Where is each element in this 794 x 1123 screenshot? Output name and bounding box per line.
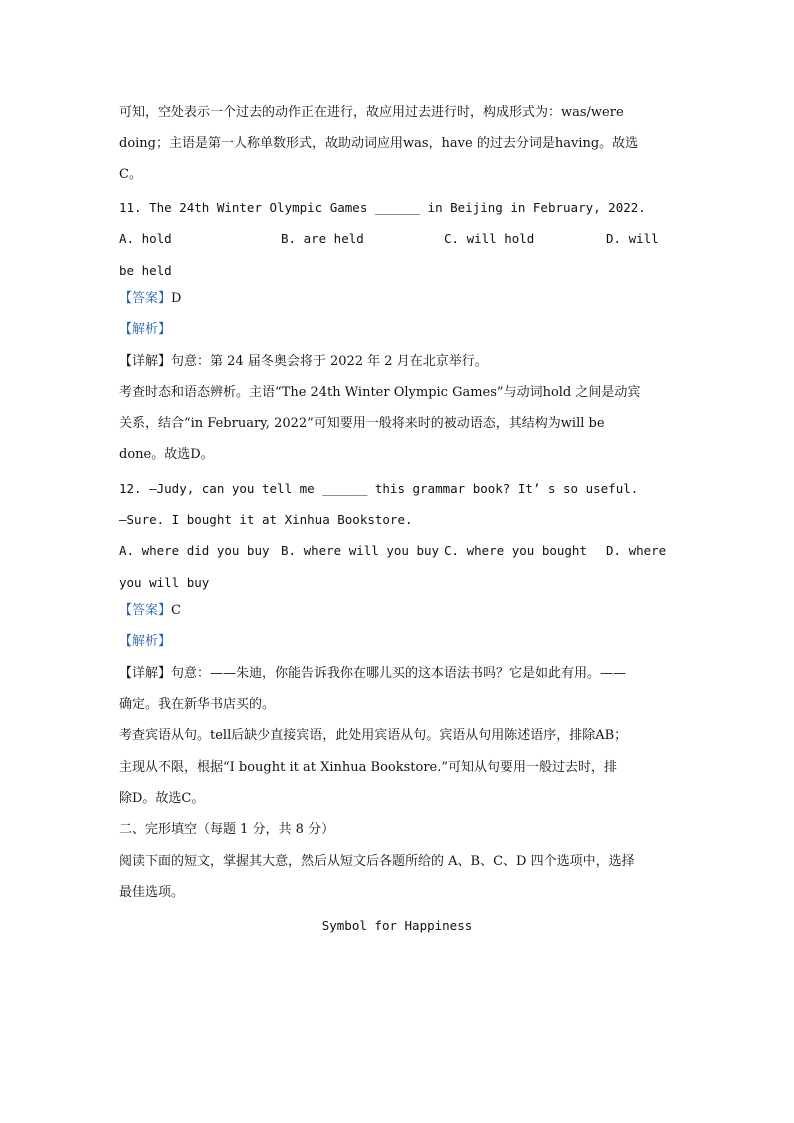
q11-stem: 11. The 24th Winter Olympic Games ______ in Beijing in February, 2022. [119, 200, 646, 215]
q12-option-d: D. where [606, 543, 667, 558]
q12-explanation-line-3: 除D。故选C。 [119, 791, 205, 806]
q12-answer: C [171, 603, 181, 618]
q11-option-b: B. are held [281, 231, 364, 246]
q12-reply: —Sure. I bought it at Xinhua Bookstore. [119, 512, 413, 527]
q11-explanation-line-2: 关系，结合“in February, 2022”可知要用一般将来时的被动语态，其结构为will be [119, 416, 605, 431]
prev-explanation-line-1: 可知，空处表示一个过去的动作正在进行，故应用过去进行时，构成形式为：was/were [119, 105, 624, 120]
q12-answer-tag: 【答案】 [119, 603, 172, 618]
q11-answer: D [171, 291, 182, 306]
q12-option-a: A. where did you buy [119, 543, 270, 558]
q12-stem: 12. —Judy, can you tell me ______ this grammar book? It’ s so useful. [119, 481, 639, 496]
q11-answer-tag: 【答案】 [119, 291, 172, 306]
q11-explanation-line-1: 考查时态和语态辨析。主语“The 24th Winter Olympic Games”与动词hold 之间是动宾 [119, 385, 641, 400]
q12-option-b: B. where will you buy [281, 543, 440, 558]
section-instruction-line-2: 最佳选项。 [119, 885, 185, 900]
q12-analysis-tag: 【解析】 [119, 634, 172, 649]
q12-detail-tag: 【详解】 [119, 666, 172, 681]
q12-explanation-line-2: 主现从不限，根据“I bought it at Xinhua Bookstore.”可知从句要用一般过去时，排 [119, 760, 618, 775]
q12-answer-line [119, 602, 679, 620]
q12-detail-1: 句意：——朱迪，你能告诉我你在哪儿买的这本语法书吗？它是如此有用。—— [171, 666, 627, 681]
section-instruction-line-1: 阅读下面的短文，掌握其大意，然后从短文后各题所给的 A、B、C、D 四个选项中，选择 [119, 854, 635, 869]
q11-option-wrap: be held [119, 263, 172, 278]
q11-detail-tag: 【详解】 [119, 354, 172, 369]
q12-option-c: C. where you bought [444, 543, 587, 558]
q12-detail-line-2: 确定。我在新华书店买的。 [119, 697, 276, 712]
section-heading: 二、完形填空（每题 1 分，共 8 分） [119, 822, 335, 837]
q12-explanation-line-1: 考查宾语从句。tell后缺少直接宾语，此处用宾语从句。宾语从句用陈述语序，排除AB； [119, 728, 628, 743]
q11-detail-line [119, 353, 679, 371]
prev-explanation-line-2: doing；主语是第一人称单数形式，故助动词应用was，have 的过去分词是having。故选 [119, 136, 639, 151]
q11-option-a: A. hold [119, 231, 172, 246]
passage-title: Symbol for Happiness [321, 918, 473, 933]
q12-detail-line-1 [119, 665, 679, 683]
q11-option-c: C. will hold [444, 231, 535, 246]
q11-detail: 句意：第 24 届冬奥会将于 2022 年 2 月在北京举行。 [171, 354, 488, 369]
prev-explanation-line-3: C。 [119, 167, 142, 182]
q11-analysis-tag: 【解析】 [119, 322, 172, 337]
q11-answer-line [119, 290, 679, 308]
q11-explanation-line-3: done。故选D。 [119, 447, 214, 462]
q12-option-wrap: you will buy [119, 575, 210, 590]
q11-option-d: D. will [606, 231, 659, 246]
